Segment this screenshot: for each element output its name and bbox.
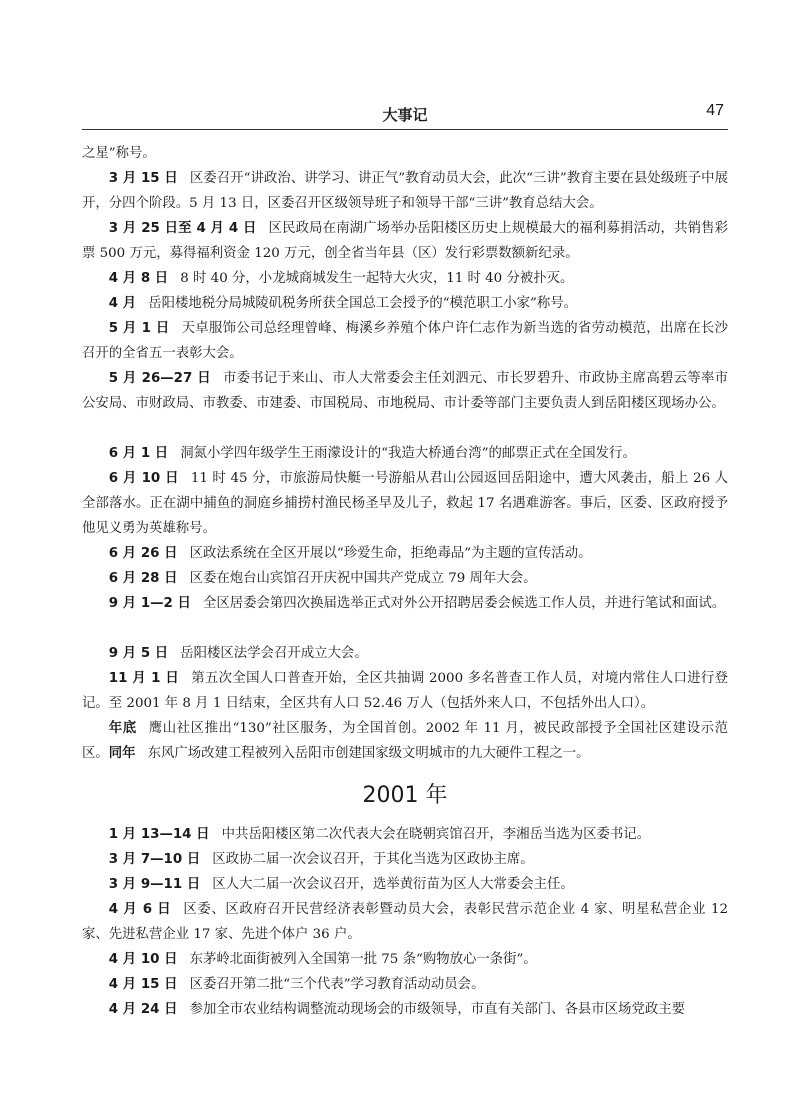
- event-date: 6 月 10 日: [108, 471, 179, 486]
- event-entry: [82, 997, 728, 1022]
- event-text: 8 时 40 分，小龙城商城发生一起特大火灾，11 时 40 分被扑灭。: [180, 271, 574, 286]
- event-entry: [82, 291, 728, 316]
- event-entry: [82, 641, 728, 666]
- event-entry: [82, 566, 728, 591]
- event-date: 4 月 15 日: [108, 977, 178, 992]
- event-entry: [82, 947, 728, 972]
- event-entry: [82, 822, 728, 847]
- event-date: 6 月 26 日: [108, 546, 178, 561]
- year-heading: 2001 年: [362, 783, 448, 808]
- event-text: 区委召开“讲政治、讲学习、讲正气”教育动员大会，此次“三讲”教育主要在县处级班子中展开，分四个阶段。5 月 13 日，区委召开区级领导班子和领导干部“三讲”教育总结大会。: [82, 171, 728, 211]
- event-date: 3 月 9—11 日: [108, 877, 201, 892]
- event-date: 11 月 1 日: [108, 671, 180, 686]
- event-text: 天卓服饰公司总经理曾峰、梅溪乡养殖个体户许仁志作为新当选的省劳动模范，出席在长沙召开的全省五一表彰大会。: [82, 321, 728, 361]
- event-date: 4 月 8 日: [108, 271, 169, 286]
- event-entry: [82, 541, 728, 566]
- event-entry: [82, 266, 728, 291]
- event-entry: [82, 741, 728, 766]
- event-date: 9 月 1—2 日: [108, 596, 191, 611]
- event-text: 鹰山社区推出“130”社区服务，为全国首创。2002 年 11 月，被民政部授予全国社区建设示范区。: [82, 721, 729, 761]
- event-entry: [82, 466, 728, 541]
- event-text: 区人大二届一次会议召开，选举黄衍苗为区人大常委会主任。: [212, 877, 574, 892]
- event-text: 市委书记于来山、市人大常委会主任刘泗元、市长罗碧升、市政协主席高碧云等率市公安局、市财政局、市教委、市建委、市国税局、市地税局、市计委等部门主要负责人到岳阳楼区现场办公。: [82, 371, 729, 411]
- event-text: 东风广场改建工程被列入岳阳市创建国家级文明城市的九大硬件工程之一。: [147, 746, 590, 761]
- running-header: [82, 96, 728, 130]
- event-entry: [82, 872, 728, 897]
- event-text: 11 时 45 分，市旅游局快艇一号游船从君山公园返回岳阳途中，遭大风袭击，船上 26 人全部落水。正在湖中捕鱼的洞庭乡捕捞村渔民杨圣早及儿子，救起 17 名遇难游客。事后，区委、区政府授予他见义勇为英雄称号。: [82, 471, 728, 536]
- event-entry: [82, 441, 728, 466]
- page-number: 47: [706, 102, 724, 119]
- event-text: 区民政局在南湖广场举办岳阳楼区历史上规模最大的福利募捐活动，共销售彩票 500 万元，募得福利资金 120 万元，创全省当年县（区）发行彩票数额新纪录。: [82, 221, 728, 261]
- header-rule: [82, 129, 728, 130]
- event-entry: [82, 166, 728, 216]
- event-date: 同年: [108, 746, 136, 761]
- event-text: 东茅岭北面街被列入全国第一批 75 条“购物放心一条街”。: [189, 952, 537, 967]
- event-date: 4 月: [108, 296, 137, 311]
- event-text: 区委召开第二批“三个代表”学习教育活动动员会。: [189, 977, 485, 992]
- event-entry: [82, 847, 728, 872]
- event-entry: [82, 972, 728, 997]
- event-date: 3 月 15 日: [108, 171, 178, 186]
- event-text: 洞氮小学四年级学生王雨濛设计的“我造大桥通台湾”的邮票正式在全国发行。: [180, 446, 636, 461]
- event-text: 中共岳阳楼区第二次代表大会在晓朝宾馆召开，李湘岳当选为区委书记。: [221, 827, 651, 842]
- event-date: 4 月 10 日: [108, 952, 178, 967]
- event-entry: [82, 366, 728, 416]
- event-entry: [82, 666, 728, 716]
- event-date: 4 月 6 日: [108, 902, 172, 917]
- event-date: 3 月 7—10 日: [108, 852, 201, 867]
- event-text: 参加全市农业结构调整流动现场会的市级领导，市直有关部门、各县市区场党政主要: [189, 1002, 686, 1017]
- running-header-title: 大事记: [382, 106, 428, 124]
- event-date: 9 月 5 日: [108, 646, 169, 661]
- event-date: 1 月 13—14 日: [108, 827, 210, 842]
- event-entry: [82, 897, 728, 947]
- event-date: 5 月 1 日: [108, 321, 170, 336]
- event-date: 3 月 25 日至 4 月 4 日: [108, 221, 257, 236]
- event-date: 年底: [108, 721, 137, 736]
- event-text: 全区居委会第四次换届选举正式对外公开招聘居委会候选工作人员，并进行笔试和面试。: [202, 596, 726, 611]
- event-text: 区委、区政府召开民营经济表彰暨动员大会，表彰民营示范企业 4 家、明星私营企业 12 家、先进私营企业 17 家、先进个体户 36 户。: [82, 902, 728, 942]
- event-text: 第五次全国人口普查开始，全区共抽调 2000 多名普查工作人员，对境内常住人口进行登记。至 2001 年 8 月 1 日结束，全区共有人口 52.46 万人（包括外来人口，不包括外出人口）。: [82, 671, 728, 711]
- event-text: 区委在炮台山宾馆召开庆祝中国共产党成立 79 周年大会。: [189, 571, 537, 586]
- event-date: 5 月 26—27 日: [108, 371, 211, 386]
- continuation-paragraph: 之星”称号。: [82, 146, 156, 161]
- event-text: 岳阳楼地税分局城陵矶税务所获全国总工会授予的“模范职工小家”称号。: [148, 296, 578, 311]
- event-entry: [82, 316, 728, 366]
- event-entry: [82, 216, 728, 266]
- event-date: 6 月 28 日: [108, 571, 178, 586]
- event-date: 4 月 24 日: [108, 1002, 178, 1017]
- event-text: 区政法系统在全区开展以“珍爱生命，拒绝毒品”为主题的宣传活动。: [189, 546, 592, 561]
- event-text: 区政协二届一次会议召开，于其化当选为区政协主席。: [212, 852, 534, 867]
- event-text: 岳阳楼区法学会召开成立大会。: [180, 646, 368, 661]
- event-entry: [82, 591, 728, 616]
- event-date: 6 月 1 日: [108, 446, 169, 461]
